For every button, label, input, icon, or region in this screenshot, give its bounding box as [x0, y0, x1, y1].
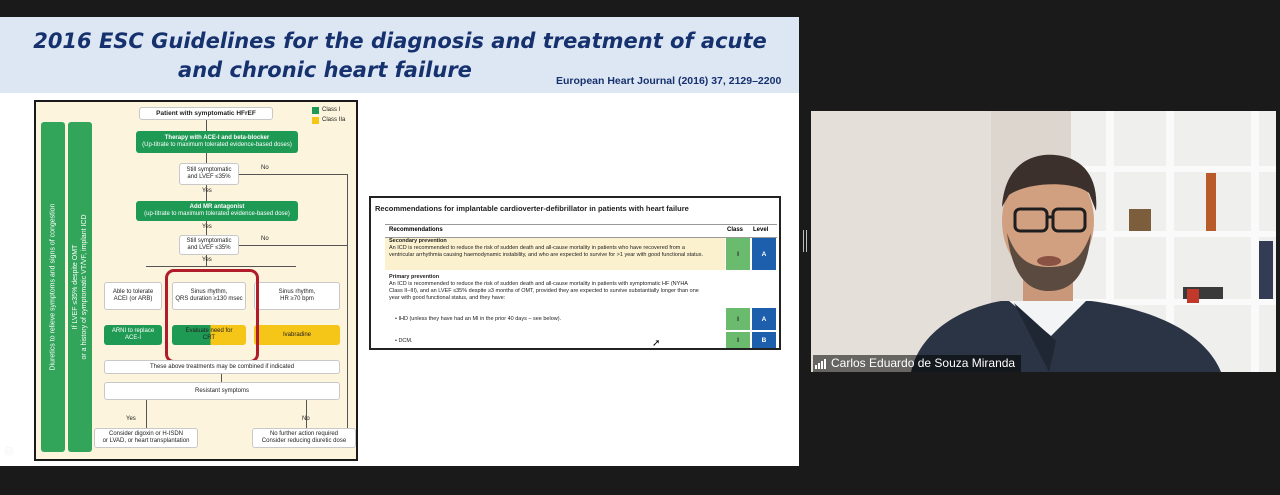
table-header — [385, 224, 777, 238]
yes-label-2: Yes — [202, 224, 212, 230]
tolerate-acei-box — [104, 282, 162, 310]
sec-level-cell: A — [752, 238, 776, 270]
sinus-hr-box — [254, 282, 340, 310]
sec-text2: ventricular arrhythmia causing haemodynamic instability, and who are expected to survive for >1 year with good functional status. — [389, 252, 704, 258]
connector — [239, 245, 347, 246]
yes-label-4: Yes — [126, 416, 136, 422]
final1-line1: Consider digoxin or H-ISDN — [108, 431, 184, 437]
ihd-level-cell: A — [752, 308, 776, 330]
legend-class1-label: Class I — [322, 107, 341, 113]
pri-text3: year with good functional status, and they have: — [389, 295, 506, 301]
pri-text1: An ICD is recommended to reduce the risk of sudden death and all-cause mortality in patients with symptomatic HF (NYHA — [389, 281, 688, 287]
yes-label-1: Yes — [202, 188, 212, 194]
ivabradine-box: Ivabradine — [254, 325, 340, 345]
opt1-line1: Able to tolerate — [112, 289, 154, 295]
panel-resize-handle[interactable] — [803, 230, 807, 252]
connector — [347, 174, 348, 428]
journal-citation: European Heart Journal (2016) 37, 2129–2200 — [556, 75, 782, 87]
table-title: Recommendations for implantable cardioverter-defibrillator in patients with heart failure — [375, 204, 689, 213]
icd-bar-line1: If LVEF ≤35% despite OMT — [72, 244, 79, 330]
no-label-4: No — [302, 416, 310, 422]
ihd-row: • IHD (unless they have had an MI in the prior 40 days – see below). — [395, 316, 562, 322]
connector — [306, 400, 307, 428]
arni-line1: ARNI to replace — [111, 328, 155, 334]
slide-title-line2: and chronic heart failure — [178, 58, 472, 82]
connection-signal-icon — [815, 359, 826, 369]
participant-video-feed — [811, 111, 1276, 372]
opt2-line1: Sinus rhythm, — [190, 289, 228, 295]
sec-text1: An ICD is recommended to reduce the risk of sudden death and all-cause mortality in patients who have recovered from a — [389, 245, 685, 251]
mra-line1: Add MR antagonist — [189, 204, 245, 210]
participant-video-tile[interactable] — [811, 111, 1276, 372]
connector — [221, 374, 222, 382]
combined-treatments-box: These above treatments may be combined if indicated — [104, 360, 340, 374]
icd-bar-text — [71, 214, 89, 359]
crt-line1: Evaluate need for — [185, 328, 233, 334]
resistant-symptoms-box: Resistant symptoms — [104, 382, 340, 400]
still-symptomatic-box-1 — [179, 163, 239, 185]
pri-text2: Class II–III), and an LVEF ≤35% despite ≥3 months of OMT, provided they are expected to survive substantially longer than one — [389, 288, 699, 294]
patient-box: Patient with symptomatic HFrEF — [139, 107, 273, 120]
still1-line2: and LVEF ≤35% — [187, 174, 231, 180]
participant-nameplate — [813, 355, 1021, 372]
sec-class-cell: I — [726, 238, 750, 270]
icd-bar — [68, 122, 92, 452]
opt2-line2: QRS duration ≥130 msec — [175, 296, 243, 302]
connector — [239, 174, 347, 175]
final-option-1-box — [94, 428, 198, 448]
col-level: Level — [753, 227, 769, 233]
still2-line1: Still symptomatic — [186, 238, 232, 244]
therapy-ace-box — [136, 131, 298, 153]
arni-box — [104, 325, 162, 345]
connector — [206, 120, 207, 131]
watermark-icon: ◎ — [4, 445, 14, 457]
mra-line2: (up-titrate to maximum tolerated evidence-based dose) — [144, 211, 290, 217]
yes-label-3: Yes — [202, 257, 212, 263]
sec-title: Secondary prevention — [389, 238, 447, 244]
crt-line2: CRT — [202, 335, 216, 341]
shared-screen-slide — [0, 17, 799, 466]
secondary-prevention-row — [385, 238, 725, 270]
participant-name: Carlos Eduardo de Souza Miranda — [831, 356, 1016, 370]
mouse-cursor-icon: ➚ — [652, 338, 661, 349]
still2-line2: and LVEF ≤35% — [187, 245, 231, 251]
no-label-1: No — [261, 165, 269, 171]
hf-treatment-flowchart — [34, 100, 358, 461]
dcm-row: • DCM. — [395, 338, 413, 344]
ihd-class-cell: I — [726, 308, 750, 330]
connector — [146, 266, 296, 267]
mra-box — [136, 201, 298, 221]
crt-highlight-circle — [165, 269, 259, 363]
slide-title-line1: 2016 ESC Guidelines for the diagnosis and treatment of acute — [33, 29, 767, 53]
final2-line1: No further action required — [269, 431, 339, 437]
no-label-2: No — [261, 236, 269, 242]
opt3-line2: HR ≥70 bpm — [280, 296, 314, 302]
final-option-2-box — [252, 428, 356, 448]
icd-bar-line2: or a history of symptomatic VT/VF, implant ICD — [81, 214, 88, 360]
diuretics-bar-text: Diuretics to relieve symptoms and signs of congestion — [49, 203, 57, 371]
icd-recommendations-table — [369, 196, 781, 350]
legend-class1-swatch — [312, 107, 319, 114]
connector — [146, 400, 147, 428]
col-recommendations: Recommendations — [389, 227, 443, 233]
pri-title: Primary prevention — [389, 274, 440, 280]
opt3-line1: Sinus rhythm, — [278, 289, 316, 295]
opt1-line2: ACEI (or ARB) — [113, 296, 153, 302]
slide-header — [0, 17, 799, 93]
connector — [206, 153, 207, 163]
legend-class2a-swatch — [312, 117, 319, 124]
final2-line2: Consider reducing diuretic dose — [261, 438, 347, 444]
final1-line2: or LVAD, or heart transplantation — [102, 438, 190, 444]
therapy-line2: (Up-titrate to maximum tolerated evidence-based doses) — [142, 142, 292, 148]
still-symptomatic-box-2 — [179, 235, 239, 255]
legend-class2a-label: Class IIa — [322, 117, 346, 123]
dcm-class-cell: I — [726, 332, 750, 348]
diuretics-bar — [41, 122, 65, 452]
therapy-line1: Therapy with ACE-I and beta-blocker — [164, 135, 270, 141]
dcm-level-cell: B — [752, 332, 776, 348]
primary-prevention-row — [385, 274, 725, 302]
arni-line2: ACE-I — [124, 335, 141, 341]
still1-line1: Still symptomatic — [186, 167, 232, 173]
col-class: Class — [727, 227, 744, 233]
